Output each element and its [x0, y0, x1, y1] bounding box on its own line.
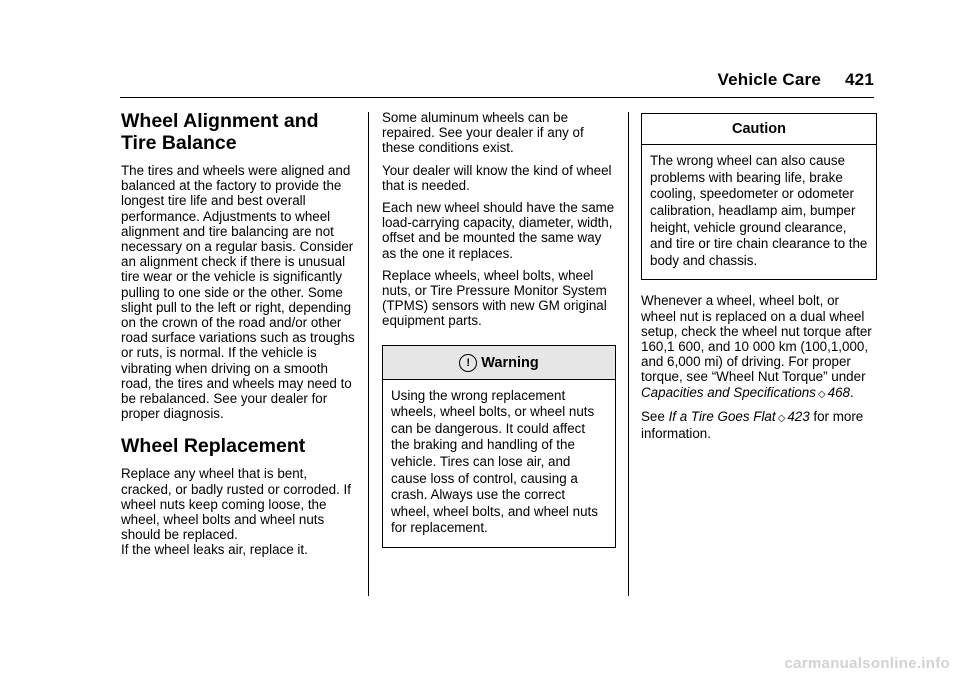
page-number: 421 — [845, 70, 874, 89]
page-ref-arrow-icon: ◇ — [777, 412, 786, 424]
heading-wheel-alignment: Wheel Alignment and Tire Balance — [121, 110, 319, 154]
column-1 — [121, 110, 357, 565]
page-ref[interactable]: 423 — [787, 408, 810, 424]
caution-title: Caution — [642, 114, 876, 145]
heading-wheel-replacement: Wheel Replacement — [121, 435, 306, 458]
section-title: Vehicle Care — [717, 70, 822, 89]
paragraph: Your dealer will know the kind of wheel that is needed. — [382, 162, 612, 193]
paragraph: Replace any wheel that is bent, cracked, or badly rusted or corroded. If wheel nuts keep coming loose, the wheel, wheel bolts and wheel nuts should be replaced. — [121, 466, 351, 543]
page-ref[interactable]: 468 — [827, 384, 850, 400]
link-flat-tire[interactable]: If a Tire Goes Flat — [668, 408, 776, 424]
warning-body: Using the wrong replacement wheels, wheel bolts, or wheel nuts can be dangerous. It could affect the braking and handling of the vehicle. Tires can lose air, and cause loss of control, causing a crash. Always use the correct wheel, wheel bolts, and wheel nuts for replacement. — [391, 387, 598, 536]
column-divider-2 — [628, 112, 629, 596]
caution-box — [641, 113, 877, 280]
page-ref-arrow-icon: ◇ — [817, 388, 826, 400]
warning-box — [382, 345, 616, 548]
warning-circle-icon: ! — [459, 354, 477, 372]
paragraph: See If a Tire Goes Flat ◇ 423 for more information. — [641, 408, 864, 441]
paragraph: Whenever a wheel, wheel bolt, or wheel nut is replaced on a dual wheel setup, check the wheel nut torque after 160,1 600, and 10 000 km (100,1,000, and 6,000 mi) of driving. For proper torque, see “Wheel Nut Torque” under Capacities and Specifications ◇ 468. — [641, 293, 877, 401]
header-rule — [120, 97, 874, 98]
column-3 — [641, 113, 877, 448]
column-2 — [382, 110, 616, 548]
paragraph: Replace wheels, wheel bolts, wheel nuts, or Tire Pressure Monitor System (TPMS) sensors with new GM original equipment parts. — [382, 267, 607, 329]
watermark: carmanualsonline.info — [784, 655, 950, 672]
paragraph: Each new wheel should have the same load-carrying capacity, diameter, width, offset and be mounted the same way as the one it replaces. — [382, 200, 615, 261]
paragraph: The tires and wheels were aligned and balanced at the factory to provide the longest tire life and best overall performance. Adjustments to wheel alignment and tire balancing are not necessary on a regular basis. Consider an alignment check if there is unusual tire wear or the vehicle is significantly pulling to one side or the other. Some slight pull to the left or right, depending on the crown of the road and/or other road surface variations such as troughs or ruts, is normal. If the vehicle is vibrating when driving on a smooth road, the tires and wheels may need to be rebalanced. See your dealer for proper diagnosis. — [121, 163, 355, 422]
column-divider-1 — [368, 112, 369, 596]
caution-body: The wrong wheel can also cause problems with bearing life, brake cooling, speedometer or odometer calibration, headlamp aim, bumper height, vehicle ground clearance, and tire or tire chain clearance to the body and chassis. — [650, 153, 868, 268]
paragraph: If the wheel leaks air, replace it. — [121, 542, 308, 558]
warning-title: ! Warning — [383, 346, 615, 380]
paragraph: Some aluminum wheels can be repaired. See your dealer if any of these conditions exist. — [382, 110, 584, 156]
link-capacities[interactable]: Capacities and Specifications — [641, 384, 816, 400]
page-header — [718, 70, 875, 90]
